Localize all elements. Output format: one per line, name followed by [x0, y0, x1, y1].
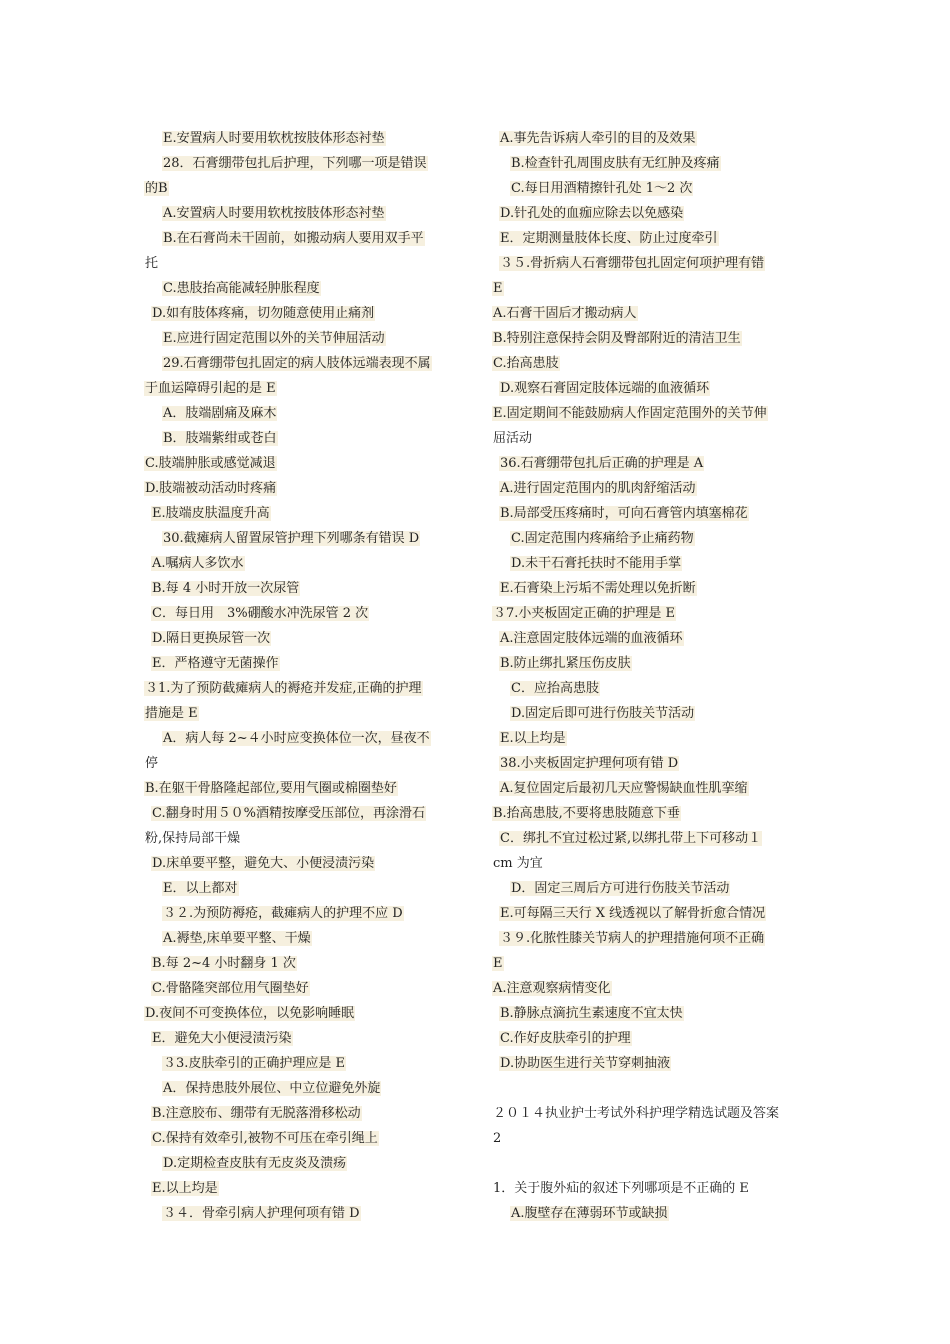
line-text: E.可每隔三天行 X 线透视以了解骨折愈合情况	[500, 906, 766, 921]
text-line	[492, 926, 814, 951]
line-text: ３９.化脓性膝关节病人的护理措施何项不正确	[500, 931, 765, 946]
text-line	[492, 1176, 814, 1201]
text-line	[492, 426, 814, 451]
text-line	[492, 1126, 814, 1151]
line-text: A.事先告诉病人牵引的目的及效果	[500, 131, 696, 146]
text-line	[144, 451, 464, 476]
line-text: A.注意固定肢体远端的血液循环	[500, 631, 683, 646]
text-line	[144, 701, 464, 726]
text-line	[144, 601, 464, 626]
text-line	[144, 401, 464, 426]
text-line	[492, 826, 814, 851]
text-line	[492, 301, 814, 326]
line-text: B.局部受压疼痛时，可向石膏管内填塞棉花	[500, 506, 748, 521]
line-text: A.褥垫,床单要平整、干燥	[163, 931, 311, 946]
text-line	[144, 626, 464, 651]
text-line	[492, 401, 814, 426]
line-text: B.特别注意保持会阴及臀部附近的清洁卫生	[493, 331, 741, 346]
line-text: C．应抬高患肢	[511, 681, 599, 696]
text-line	[144, 851, 464, 876]
line-text: E	[493, 956, 503, 971]
line-text: 36.石膏绷带包扎后正确的护理是 A	[500, 456, 704, 471]
text-line	[144, 276, 464, 301]
text-line	[144, 1101, 464, 1126]
line-text: A．病人每 2~４小时应变换体位一次，昼夜不	[163, 731, 430, 746]
line-text: B.每 2~4 小时翻身 1 次	[152, 956, 296, 971]
line-text: ３２.为预防褥疮，截瘫病人的护理不应 D	[163, 906, 403, 921]
text-line	[492, 776, 814, 801]
text-line	[492, 451, 814, 476]
line-text: D.未干石膏托扶时不能用手掌	[511, 556, 682, 571]
text-line	[492, 476, 814, 501]
line-text: ３7.小夹板固定正确的护理是 E	[493, 606, 676, 621]
line-text: 2	[493, 1131, 502, 1146]
line-text: C.保持有效牵引,被物不可压在牵引绳上	[152, 1131, 378, 1146]
line-text: C.固定范围内疼痛给予止痛药物	[511, 531, 694, 546]
text-line	[492, 701, 814, 726]
text-line	[144, 726, 464, 751]
line-text: C．绑扎不宜过松过紧,以绑扎带上下可移动１	[500, 831, 762, 846]
text-line	[492, 876, 814, 901]
text-line	[144, 1076, 464, 1101]
line-text: E．以上都对	[163, 881, 238, 896]
text-line	[144, 826, 464, 851]
text-line	[144, 126, 464, 151]
text-line	[492, 276, 814, 301]
text-line	[144, 301, 464, 326]
text-line	[492, 1001, 814, 1026]
text-line	[492, 151, 814, 176]
line-text: 38.小夹板固定护理何项有错 D	[500, 756, 679, 771]
text-line	[492, 851, 814, 876]
text-line	[144, 551, 464, 576]
line-text: D.肢端被动活动时疼痛	[145, 481, 277, 496]
line-text: B.注意胶布、绷带有无脱落滑移松动	[152, 1106, 361, 1121]
text-line	[492, 951, 814, 976]
line-text: ３５.骨折病人石膏绷带包扎固定何项护理有错	[500, 256, 765, 271]
line-text: D.针孔处的血痂应除去以免感染	[500, 206, 684, 221]
text-line	[492, 351, 814, 376]
line-text: C．每日用 3%硼酸水冲洗尿管 2 次	[152, 606, 369, 621]
line-text: E.固定期间不能鼓励病人作固定范围外的关节伸	[493, 406, 767, 421]
line-text: B.在石膏尚未干固前，如搬动病人要用双手平	[163, 231, 424, 246]
text-line	[492, 501, 814, 526]
line-text: D.定期检查皮肤有无皮炎及溃疡	[163, 1156, 347, 1171]
text-line	[492, 976, 814, 1001]
text-line	[144, 1201, 464, 1226]
text-line	[492, 751, 814, 776]
text-line	[492, 901, 814, 926]
line-text: D.隔日更换尿管一次	[152, 631, 271, 646]
text-line	[144, 951, 464, 976]
line-text: A．保持患肢外展位、中立位避免外旋	[163, 1081, 381, 1096]
line-text: A.注意观察病情变化	[493, 981, 611, 996]
text-line	[492, 551, 814, 576]
text-line	[492, 126, 814, 151]
text-line	[144, 151, 464, 176]
line-text: B．肢端紫绀或苍白	[163, 431, 277, 446]
line-text: B.防止绑扎紧压伤皮肤	[500, 656, 631, 671]
line-text: A.腹壁存在薄弱环节或缺损	[511, 1206, 668, 1221]
text-line	[144, 201, 464, 226]
text-line	[144, 651, 464, 676]
line-text: 于血运障碍引起的是 E	[145, 381, 276, 396]
text-line	[144, 876, 464, 901]
line-text: C.作好皮肤牵引的护理	[500, 1031, 631, 1046]
text-line	[144, 226, 464, 251]
blank-line	[492, 1076, 814, 1101]
text-line	[144, 326, 464, 351]
line-text: C.肢端肿胀或感觉减退	[145, 456, 276, 471]
text-line	[144, 526, 464, 551]
line-text: E	[493, 281, 503, 296]
text-line	[492, 326, 814, 351]
line-text: B.抬高患肢,不要将患肢随意下垂	[493, 806, 680, 821]
line-text: 粉,保持局部干燥	[145, 831, 241, 846]
text-line	[144, 1176, 464, 1201]
text-line	[492, 726, 814, 751]
line-text: ３3.皮肤牵引的正确护理应是 E	[163, 1056, 346, 1071]
text-line	[492, 1201, 814, 1226]
line-text: 30.截瘫病人留置尿管护理下列哪条有错误 D	[163, 531, 420, 546]
line-text: A.嘱病人多饮水	[152, 556, 244, 571]
text-line	[144, 1126, 464, 1151]
text-line	[492, 1026, 814, 1051]
line-text: A.石膏干固后才搬动病人	[493, 306, 637, 321]
text-line	[144, 1001, 464, 1026]
text-line	[144, 976, 464, 1001]
text-line	[492, 526, 814, 551]
line-text: D.协助医生进行关节穿刺抽液	[500, 1056, 671, 1071]
line-text: B.每 4 小时开放一次尿管	[152, 581, 300, 596]
line-text: 1．关于腹外疝的叙述下列哪项是不正确的 E	[493, 1181, 749, 1196]
text-line	[144, 351, 464, 376]
line-text: C.每日用酒精擦针孔处 1～2 次	[511, 181, 693, 196]
line-text: B.在躯干骨胳隆起部位,要用气圈或棉圈垫好	[145, 781, 397, 796]
text-line	[492, 651, 814, 676]
line-text: B.静脉点滴抗生素速度不宜太快	[500, 1006, 683, 1021]
text-line	[144, 426, 464, 451]
line-text: E.石膏染上污垢不需处理以免折断	[500, 581, 696, 596]
line-text: D.固定后即可进行伤肢关节活动	[511, 706, 695, 721]
left-column	[144, 126, 464, 1226]
text-line	[492, 376, 814, 401]
text-line	[144, 251, 464, 276]
text-line	[144, 901, 464, 926]
line-text: A.进行固定范围内的肌肉舒缩活动	[500, 481, 696, 496]
text-line	[144, 476, 464, 501]
line-text: C.患肢抬高能减轻肿胀程度	[163, 281, 320, 296]
line-text: 的B	[145, 181, 168, 196]
line-text: D.夜间不可变换体位，以免影响睡眠	[145, 1006, 355, 1021]
line-text: 29.石膏绷带包扎固定的病人肢体远端表现不属	[163, 356, 431, 371]
line-text: A.复位固定后最初几天应警惕缺血性肌挛缩	[500, 781, 748, 796]
line-text: ２０１４执业护士考试外科护理学精选试题及答案	[493, 1106, 780, 1121]
line-text: A.安置病人时要用软枕按肢体形态衬垫	[163, 206, 385, 221]
text-line	[492, 676, 814, 701]
text-line	[492, 626, 814, 651]
line-text: C.翻身时用５０%酒精按摩受压部位，再涂滑石	[152, 806, 425, 821]
line-text: 托	[145, 256, 159, 271]
text-line	[144, 1051, 464, 1076]
line-text: 措施是 E	[145, 706, 198, 721]
line-text: E.安置病人时要用软枕按肢体形态衬垫	[163, 131, 385, 146]
line-text: 屈活动	[493, 431, 533, 446]
line-text: D.如有肢体疼痛，切勿随意使用止痛剂	[152, 306, 375, 321]
text-line	[492, 1051, 814, 1076]
blank-line	[492, 1151, 814, 1176]
line-text: 停	[145, 756, 159, 771]
line-text: E．避免大小便浸渍污染	[152, 1031, 292, 1046]
line-text: E.以上均是	[152, 1181, 218, 1196]
text-line	[492, 201, 814, 226]
line-text: E．定期测量肢体长度、防止过度牵引	[500, 231, 718, 246]
text-line	[144, 676, 464, 701]
line-text: ３1.为了预防截瘫病人的褥疮并发症,正确的护理	[145, 681, 422, 696]
line-text: D．固定三周后方可进行伤肢关节活动	[511, 881, 730, 896]
text-line	[492, 176, 814, 201]
line-text: C.抬高患肢	[493, 356, 559, 371]
text-line	[144, 176, 464, 201]
line-text: 28．石膏绷带包扎后护理，下列哪一项是错误	[163, 156, 427, 171]
text-line	[144, 801, 464, 826]
text-line	[144, 926, 464, 951]
text-line	[144, 576, 464, 601]
line-text: E．严格遵守无菌操作	[152, 656, 279, 671]
line-text: D.观察石膏固定肢体远端的血液循环	[500, 381, 710, 396]
text-line	[492, 801, 814, 826]
line-text: ３４．骨牵引病人护理何项有错 D	[163, 1206, 360, 1221]
line-text: E.以上均是	[500, 731, 566, 746]
text-line	[492, 1101, 814, 1126]
line-text: A．肢端剧痛及麻木	[163, 406, 277, 421]
text-line	[492, 251, 814, 276]
text-line	[144, 1151, 464, 1176]
text-line	[144, 1026, 464, 1051]
line-text: cm 为宜	[493, 856, 543, 871]
line-text: D.床单要平整，避免大、小便浸渍污染	[152, 856, 375, 871]
text-line	[144, 751, 464, 776]
text-line	[144, 376, 464, 401]
line-text: E.应进行固定范围以外的关节伸屈活动	[163, 331, 385, 346]
text-line	[492, 576, 814, 601]
text-line	[144, 501, 464, 526]
line-text: B.检查针孔周围皮肤有无红肿及疼痛	[511, 156, 720, 171]
text-line	[492, 601, 814, 626]
text-line	[144, 776, 464, 801]
line-text: E.肢端皮肤温度升高	[152, 506, 270, 521]
line-text: C.骨骼隆突部位用气圈垫好	[152, 981, 309, 996]
right-column	[492, 126, 814, 1226]
text-line	[492, 226, 814, 251]
